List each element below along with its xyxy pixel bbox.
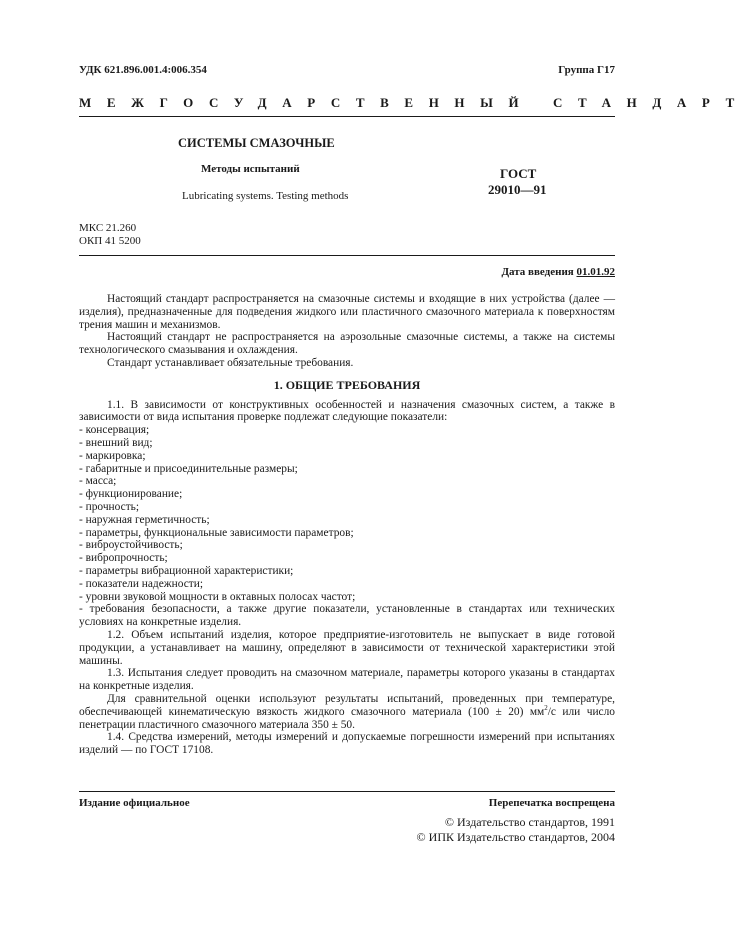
clause-1-3: 1.3. Испытания следует проводить на смазочном материале, параметры которого указаны в стандартах на конкретные изделия. xyxy=(79,667,615,693)
copyright-1991: © Издательство стандартов, 1991 xyxy=(444,815,615,829)
reprint-notice: Перепечатка воспрещена xyxy=(488,797,615,809)
list-item: - функционирование; xyxy=(79,488,183,501)
intro-paragraph: Настоящий стандарт распространяется на смазочные системы и входящие в них устройства (далее — изделия), предназначенные для подведения жидкого или пластичного смазочного материала к поверхностям трения машин и механизмов. xyxy=(79,293,615,331)
list-item: - габаритные и присоединительные размеры; xyxy=(79,462,298,475)
clause-1-2: 1.2. Объем испытаний изделия, которое предприятие-изготовитель не выпускает в виде готовой продукции, а устанавливает на машину, определяют в зависимости от технической характеристики этой машины. xyxy=(79,628,615,667)
clause-1-3-comparison xyxy=(79,693,615,731)
clause-1-1: 1.1. В зависимости от конструктивных особенностей и назначения смазочных систем, а также в зависимости от вида испытания проверке подлежат следующие показатели: xyxy=(79,398,615,424)
section-1-title: 1. ОБЩИЕ ТРЕБОВАНИЯ xyxy=(273,377,421,392)
list-item: - параметры вибрационной характеристики; xyxy=(79,564,294,577)
document-subtitle: Методы испытаний xyxy=(201,163,300,175)
official-edition: Издание официальное xyxy=(79,797,190,809)
list-item: - вибропрочность; xyxy=(79,552,168,565)
udk-code: УДК 621.896.001.4:006.354 xyxy=(79,64,207,76)
english-title: Lubricating systems. Testing methods xyxy=(182,190,349,202)
mks-code: МКС 21.260 xyxy=(79,222,137,234)
copyright-2004: © ИПК Издательство стандартов, 2004 xyxy=(416,830,615,844)
list-item: - параметры, функциональные зависимости параметров; xyxy=(79,526,354,539)
standard-banner: МЕЖГОСУДАРСТВЕННЫЙ СТАНДАРТ xyxy=(79,95,750,110)
title-rule xyxy=(79,255,615,256)
list-item: - виброустойчивость; xyxy=(79,539,183,552)
list-item: - наружная герметичность; xyxy=(79,513,210,526)
list-item: - внешний вид; xyxy=(79,436,153,449)
group-code: Группа Г17 xyxy=(558,64,615,76)
comparison-text-a: Для сравнительной оценки используют результаты испытаний, проведенных при температуре, обеспечивающей кинематическую вязкость жидкого смазочного материала (100 ± 20) мм xyxy=(79,692,615,718)
intro-paragraph: Стандарт устанавливает обязательные требования. xyxy=(107,356,354,369)
list-item: - масса; xyxy=(79,475,117,488)
intro-paragraph: Настоящий стандарт не распространяется на аэрозольные смазочные системы, а также на системы технологического смазывания и охлаждения. xyxy=(79,331,615,357)
footer-rule xyxy=(79,791,615,792)
list-item: - консервация; xyxy=(79,424,150,437)
intro-date-label: Дата введения xyxy=(501,266,574,278)
comparison-text-b: /с или число пенетрации пластичного смазочного материала 350 ± 50. xyxy=(79,705,615,731)
okp-code: ОКП 41 5200 xyxy=(79,235,141,247)
banner-rule xyxy=(79,116,615,117)
list-item: - маркировка; xyxy=(79,449,146,462)
intro-date xyxy=(501,266,615,278)
gost-label: ГОСТ xyxy=(500,166,537,181)
body-text xyxy=(79,293,615,757)
list-item: - уровни звуковой мощности в октавных полосах частот; xyxy=(79,590,356,603)
indicator-list xyxy=(79,424,615,629)
list-item: - показатели надежности; xyxy=(79,577,204,590)
list-item: - прочность; xyxy=(79,500,140,513)
intro-date-value: 01.01.92 xyxy=(576,266,615,278)
document-title: СИСТЕМЫ СМАЗОЧНЫЕ xyxy=(178,136,335,150)
clause-1-4: 1.4. Средства измерений, методы измерений и допускаемые погрешности измерений при испытаниях изделий — по ГОСТ 17108. xyxy=(79,731,615,757)
list-item: - требования безопасности, а также другие показатели, установленные в стандартах или технических условиях на конкретные изделия. xyxy=(79,603,615,629)
superscript-2: 2 xyxy=(544,703,548,712)
gost-number: 29010—91 xyxy=(488,182,547,197)
